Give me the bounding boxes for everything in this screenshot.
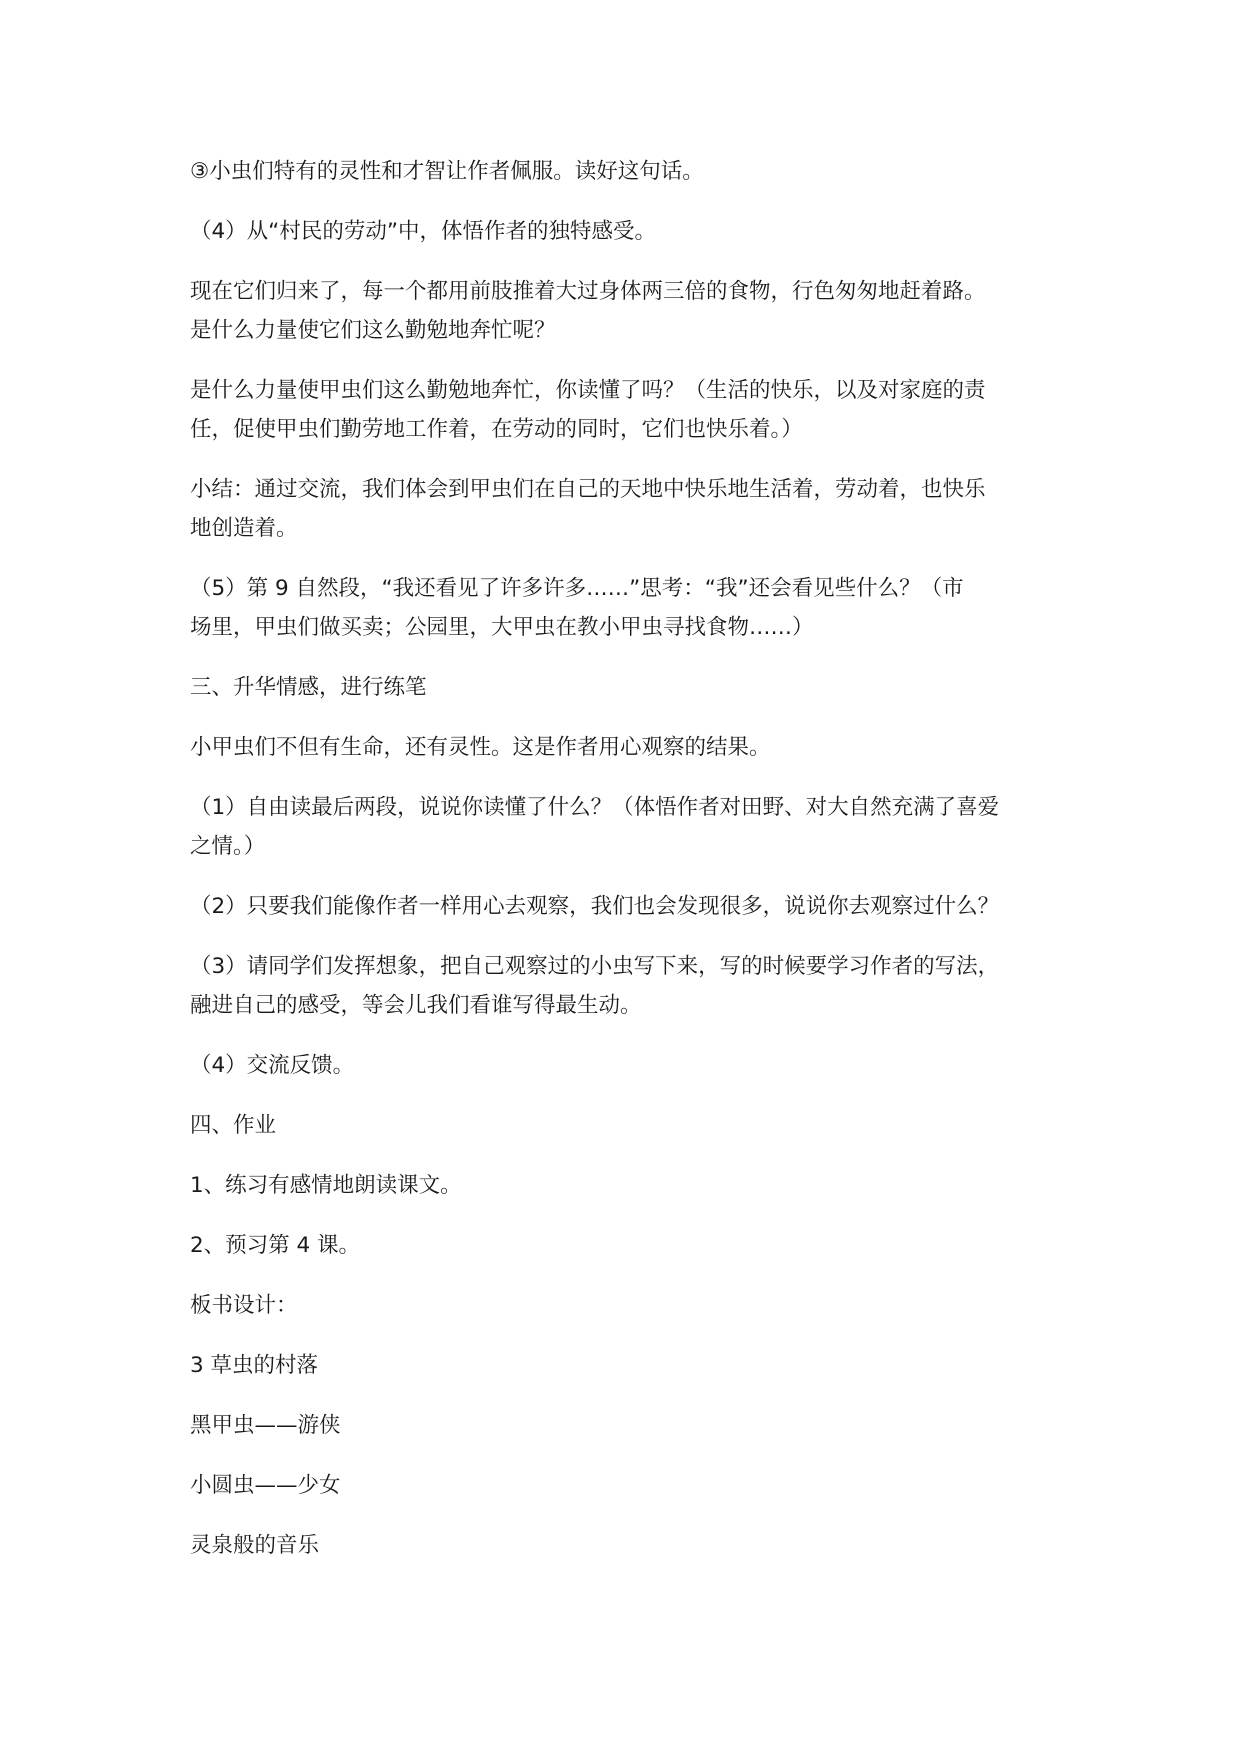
board-item-3 [190, 1526, 1062, 1565]
homework-item-2 [190, 1226, 1062, 1265]
paragraph-5 [190, 470, 1062, 548]
text-line: 任，促使甲虫们勤劳地工作着，在劳动的同时，它们也快乐着。） [190, 417, 803, 442]
paragraph-4 [190, 371, 1062, 449]
paragraph-12 [190, 1046, 1062, 1085]
paragraph-10 [190, 887, 1062, 926]
text-line: 四、作业 [190, 1113, 277, 1138]
text-line: 融进自己的感受，等会儿我们看谁写得最生动。 [190, 993, 642, 1018]
text-line: 场里，甲虫们做买卖；公园里，大甲虫在教小甲虫寻找食物……） [190, 615, 814, 640]
paragraph-11 [190, 947, 1062, 1025]
section-heading-3 [190, 668, 1062, 707]
text-line: 小甲虫们不但有生命，还有灵性。这是作者用心观察的结果。 [190, 735, 771, 760]
text-line: （4）从“村民的劳动”中，体悟作者的独特感受。 [190, 219, 656, 244]
text-line: 现在它们归来了，每一个都用前肢推着大过身体两三倍的食物，行色匆匆地赶着路。 [190, 279, 986, 304]
paragraph-9 [190, 788, 1062, 866]
paragraph-8 [190, 728, 1062, 767]
paragraph-2 [190, 212, 1062, 251]
text-line: 2、预习第 4 课。 [190, 1233, 361, 1258]
text-line: （4）交流反馈。 [190, 1053, 355, 1078]
text-line: （3）请同学们发挥想象，把自己观察过的小虫写下来，写的时候要学习作者的写法， [190, 954, 1000, 979]
text-line: 小圆虫——少女 [190, 1473, 341, 1498]
text-line: 三、升华情感，进行练笔 [190, 675, 427, 700]
text-line: 地创造着。 [190, 516, 298, 541]
text-line: （1）自由读最后两段，说说你读懂了什么？（体悟作者对田野、对大自然充满了喜爱 [190, 795, 1000, 820]
paragraph-1 [190, 152, 1062, 191]
homework-item-1 [190, 1166, 1062, 1205]
text-line: 之情。） [190, 834, 266, 859]
text-line: 是什么力量使它们这么勤勉地奔忙呢？ [190, 318, 556, 343]
text-line: 是什么力量使甲虫们这么勤勉地奔忙，你读懂了吗？（生活的快乐，以及对家庭的责 [190, 378, 986, 403]
section-heading-4 [190, 1106, 1062, 1145]
board-design-heading [190, 1286, 1062, 1325]
text-line: （2）只要我们能像作者一样用心去观察，我们也会发现很多，说说你去观察过什么？ [190, 894, 1000, 919]
text-line: 3 草虫的村落 [190, 1353, 319, 1378]
board-item-2 [190, 1466, 1062, 1505]
text-line: 小结：通过交流，我们体会到甲虫们在自己的天地中快乐地生活着，劳动着，也快乐 [190, 477, 986, 502]
text-line: ③小虫们特有的灵性和才智让作者佩服。读好这句话。 [190, 159, 704, 184]
text-line: 1、练习有感情地朗读课文。 [190, 1173, 462, 1198]
board-title [190, 1346, 1062, 1385]
board-item-1 [190, 1406, 1062, 1445]
text-line: 黑甲虫——游侠 [190, 1413, 341, 1438]
paragraph-6 [190, 569, 1062, 647]
text-line: （5）第 9 自然段，“我还看见了许多许多……”思考：“我”还会看见些什么？（市 [190, 576, 964, 601]
text-line: 板书设计： [190, 1293, 298, 1318]
document-body [190, 152, 1062, 1586]
paragraph-3 [190, 272, 1062, 350]
text-line: 灵泉般的音乐 [190, 1533, 320, 1558]
